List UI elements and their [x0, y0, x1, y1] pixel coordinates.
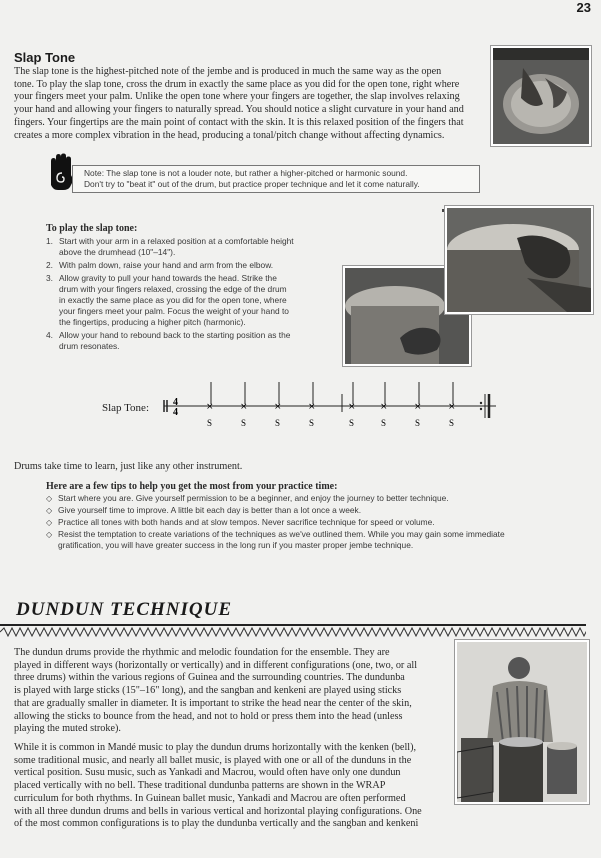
paragraph-line: three drums) within the various regions of Guinea and the surrounding countries. The dundunba [14, 672, 405, 684]
list-item: ◇ Resist the temptation to create variations of the techniques as we've outlined them. While you may gain some immediate gratification, you will have greater success in the long run if you master proper jembe technique. [46, 529, 505, 550]
notation-label: Slap Tone: [102, 402, 149, 414]
slap-tone-photo [491, 46, 591, 146]
list-item: ◇ Practice all tones with both hands and at slow tempos. Never sacrifice technique for speed or volume. [46, 517, 435, 527]
list-item: 4. Allow your hand to rebound back to the starting position as the drum resonates. [46, 330, 291, 351]
note-head-x: × [380, 402, 388, 412]
note-syllable: S [275, 418, 281, 428]
section-heading-dundun: DUNDUN TECHNIQUE [16, 599, 233, 620]
section-heading-slap-tone: Slap Tone [14, 50, 76, 65]
note-head-x: × [274, 402, 282, 412]
paragraph-line: vertical position. Susu music, such as Yankadi and Macrou, would often have only one dundun [14, 767, 401, 779]
paragraph-line: that are gradually smaller in diameter. It is important to strike the head near the center of the skin, [14, 697, 412, 709]
paragraph-line: The dundun drums provide the rhythmic and melodic foundation for the ensemble. They are [14, 647, 390, 658]
tips-heading: Here are a few tips to help you get the most from your practice time: [46, 481, 338, 492]
note-syllable: S [241, 418, 247, 428]
paragraph-line: played in different ways (horizontally or vertically) and in different configurations (one, two, or all [14, 659, 418, 671]
time-signature-top: 4 [173, 397, 178, 408]
dundun-paragraph-1 [14, 647, 444, 736]
paragraph-line: some traditional music, and nearly all ballet music, is played with one or all of the dunduns in the [14, 754, 412, 766]
slap-notation-staff [160, 380, 500, 432]
paragraph-line: is played with large sticks (15"–16" long), and the sangban and kenkeni are played using sticks [14, 685, 402, 697]
paragraph-line: allowing the sticks to bounce from the head, and not to hold or press them into the head (unless [14, 710, 403, 722]
note-head-x: × [240, 402, 248, 412]
tips-list [46, 493, 586, 551]
decorative-border [0, 626, 586, 638]
paragraph-line: creates a more complex vibration in the head, producing a tonal/pitch change without affecting dynamics. [14, 129, 445, 141]
list-item: 1. Start with your arm in a relaxed position at a comfortable height above the drumhead (10"–14"). [46, 236, 294, 257]
note-line: Note: The slap tone is not a louder note, but rather a higher-pitched or harmonic sound. [84, 168, 408, 178]
paragraph-line: fingers. Your fingertips are the main point of contact with the skin. It is this relaxed position of the fingers that [14, 116, 464, 128]
list-item: ◇ Give yourself time to improve. A little bit each day is better than a lot once a week. [46, 505, 362, 515]
note-syllable: S [381, 418, 387, 428]
steps-list [46, 236, 338, 352]
note-line: Don't try to "beat it" out of the drum, but practice proper technique and let it come naturally. [84, 179, 420, 189]
time-signature-bottom: 4 [173, 407, 178, 418]
list-item: 2. With palm down, raise your hand and arm from the elbow. [46, 260, 274, 270]
page-number: 23 [576, 0, 591, 15]
note-box [72, 165, 480, 193]
note-head-x: × [414, 402, 422, 412]
paragraph-line: placed vertically with no bell. These traditional dundunba patterns are shown in the WRAP [14, 780, 386, 792]
zigzag-line [0, 628, 586, 636]
paragraph-line: playing the muted stroke). [14, 723, 121, 735]
note-syllable: S [415, 418, 421, 428]
note-syllable: S [449, 418, 455, 428]
note-head-x: × [308, 402, 316, 412]
paragraph-line: with all three dundun drums and bells in various vertical and horizontal playing configurations. One [14, 805, 422, 817]
note-syllable: S [309, 418, 315, 428]
slap-tone-paragraph [14, 66, 484, 142]
note-head-x: × [206, 402, 214, 412]
paragraph-line: curriculum for both rhythms. In Guinean ballet music, Yankadi and Macrou are often performed [14, 792, 406, 804]
paragraph-line: your fingers meet your palm. Unlike the open tone where your fingers are together, the slap involves relaxing [14, 91, 460, 103]
paragraph-line: of the most common configurations is to play the dundunba vertically and the sangban and kenkeni [14, 818, 419, 830]
paragraph-line: While it is common in Mandé music to play the dundun drums horizontally with the kenken (bell), [14, 742, 417, 753]
paragraph-line: your hand and allowing your fingers to naturally spread. You should notice a slight curvature in your hand and [14, 104, 464, 116]
note-head-x: × [348, 402, 356, 412]
note-syllable: S [207, 418, 213, 428]
how-to-heading: To play the slap tone: [46, 223, 138, 234]
dundun-paragraph-2 [14, 742, 450, 831]
list-item: ◇ Start where you are. Give yourself permission to be a beginner, and enjoy the journey to better technique. [46, 493, 449, 503]
note-syllable: S [349, 418, 355, 428]
slap-photo-1 [445, 206, 593, 314]
notation-notes [206, 382, 456, 428]
paragraph-line: The slap tone is the highest-pitched note of the jembe and is produced in much the same way as the open [14, 66, 442, 77]
drums-take-time-text: Drums take time to learn, just like any other instrument. [14, 461, 243, 472]
list-item: 3. Allow gravity to pull your hand towards the head. Strike the drum with your fingers relaxed, crossing the edge of the drum in exactly the same place as you did for the open tone, where your fingers meet your palm. Focus the weight of your hand to the fingertips, producing a higher pitch (harmonic). [46, 273, 289, 327]
paragraph-line: tone. To play the slap tone, cross the drum in exactly the same place as you did for the open tone, right where [14, 78, 460, 90]
note-head-x: × [448, 402, 456, 412]
dundun-photo [455, 640, 589, 804]
